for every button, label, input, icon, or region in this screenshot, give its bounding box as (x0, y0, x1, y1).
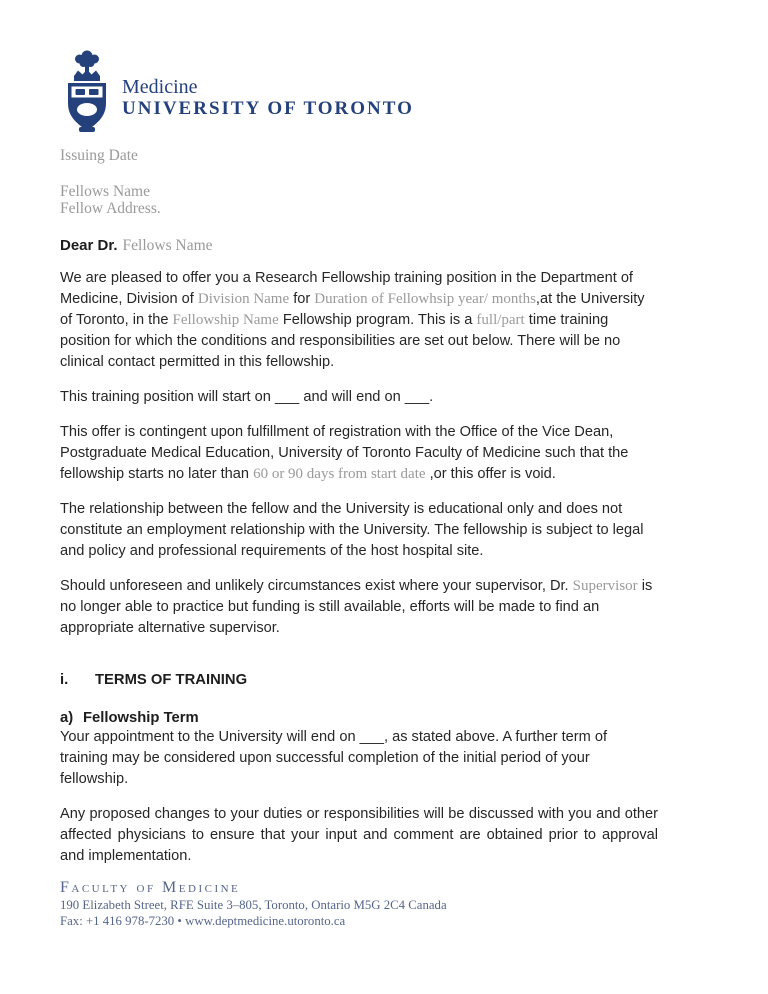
supervisor-placeholder: Supervisor (572, 577, 638, 594)
section-number: i. (60, 671, 69, 688)
subsection-fellowship-term (60, 709, 658, 727)
logo-department-name: Medicine (122, 76, 198, 98)
salutation-line (60, 237, 658, 254)
offer-text-5: time training position for which the conditions and responsibilities are set out below. There will be no clinical contact permitted in this fellowship. (60, 311, 621, 370)
paragraph-dates: This training position will start on ___ and will end on ___. (60, 388, 434, 405)
footer-faculty-title: Faculty of Medicine (60, 879, 241, 896)
offer-text-2: for (289, 290, 315, 307)
footer-fax-web: Fax: +1 416 978-7230 • www.deptmedicine.utoronto.ca (60, 914, 346, 928)
supervisor-text-1: Should unforeseen and unlikely circumstances exist where your supervisor, Dr. (60, 577, 573, 594)
salutation-prefix: Dear Dr. (60, 236, 118, 254)
letter-footer (60, 878, 447, 929)
division-name-placeholder: Division Name (197, 290, 290, 307)
paragraph-proposed-changes: Any proposed changes to your duties or responsibilities will be discussed with you and other affected physicians to ensure that your input and comment are obtained prior to approval and implementation. (60, 805, 658, 864)
subsection-title: Fellowship Term (83, 709, 199, 726)
offer-text-3: ,at the University of Toronto, in the (60, 290, 645, 328)
section-title: TERMS OF TRAINING (95, 671, 248, 688)
paragraph-appointment: Your appointment to the University will end on ___, as stated above. A further term of training may be considered upon successful completion of the initial period of your fellowship. (60, 728, 608, 787)
contingency-text-1: This offer is contingent upon fulfillment of registration with the Office of the Vice Dean, Postgraduate Medical Education, University of Toronto Faculty of Medicine such that the fellowship starts no later than (60, 423, 629, 482)
supervisor-text-2: is no longer able to practice but funding is still available, efforts will be made to find an appropriate alternative supervisor. (60, 577, 653, 636)
full-part-placeholder: full/part (476, 311, 525, 328)
offer-text-4: Fellowship program. This is a (278, 311, 477, 328)
logo-wordmark (121, 76, 414, 134)
paragraph-offer (60, 268, 658, 373)
salutation-name-placeholder: Fellows Name (122, 236, 213, 254)
issuing-date-placeholder: Issuing Date (60, 147, 138, 164)
paragraph-relationship: The relationship between the fellow and the University is educational only and does not constitute an employment relationship with the University. The fellowship is subject to legal and policy and professional requirements of the host hospital site. (60, 500, 644, 559)
recipient-block (60, 183, 658, 218)
paragraph-contingency (60, 422, 658, 485)
footer-address: 190 Elizabeth Street, RFE Suite 3–805, Toronto, Ontario M5G 2C4 Canada (60, 898, 447, 912)
paragraph-supervisor (60, 576, 658, 639)
section-terms-of-training (60, 672, 658, 689)
fellowship-name-placeholder: Fellowship Name (172, 311, 279, 328)
duration-placeholder: Duration of Fellowhsip year/ months (314, 290, 536, 307)
days-from-start-placeholder: 60 or 90 days from start date (253, 465, 426, 482)
contingency-text-2: ,or this offer is void. (425, 465, 556, 482)
letterhead (60, 48, 658, 134)
logo-university-name: UNIVERSITY OF TORONTO (122, 98, 414, 119)
subsection-letter: a) (60, 709, 74, 726)
uoft-crest-icon (60, 48, 114, 134)
fellow-address-placeholder: Fellow Address. (60, 200, 161, 217)
fellow-name-placeholder: Fellows Name (60, 182, 150, 200)
offer-text-1: We are pleased to offer you a Research Fellowship training position in the Department of Medicine, Division of (60, 269, 633, 307)
